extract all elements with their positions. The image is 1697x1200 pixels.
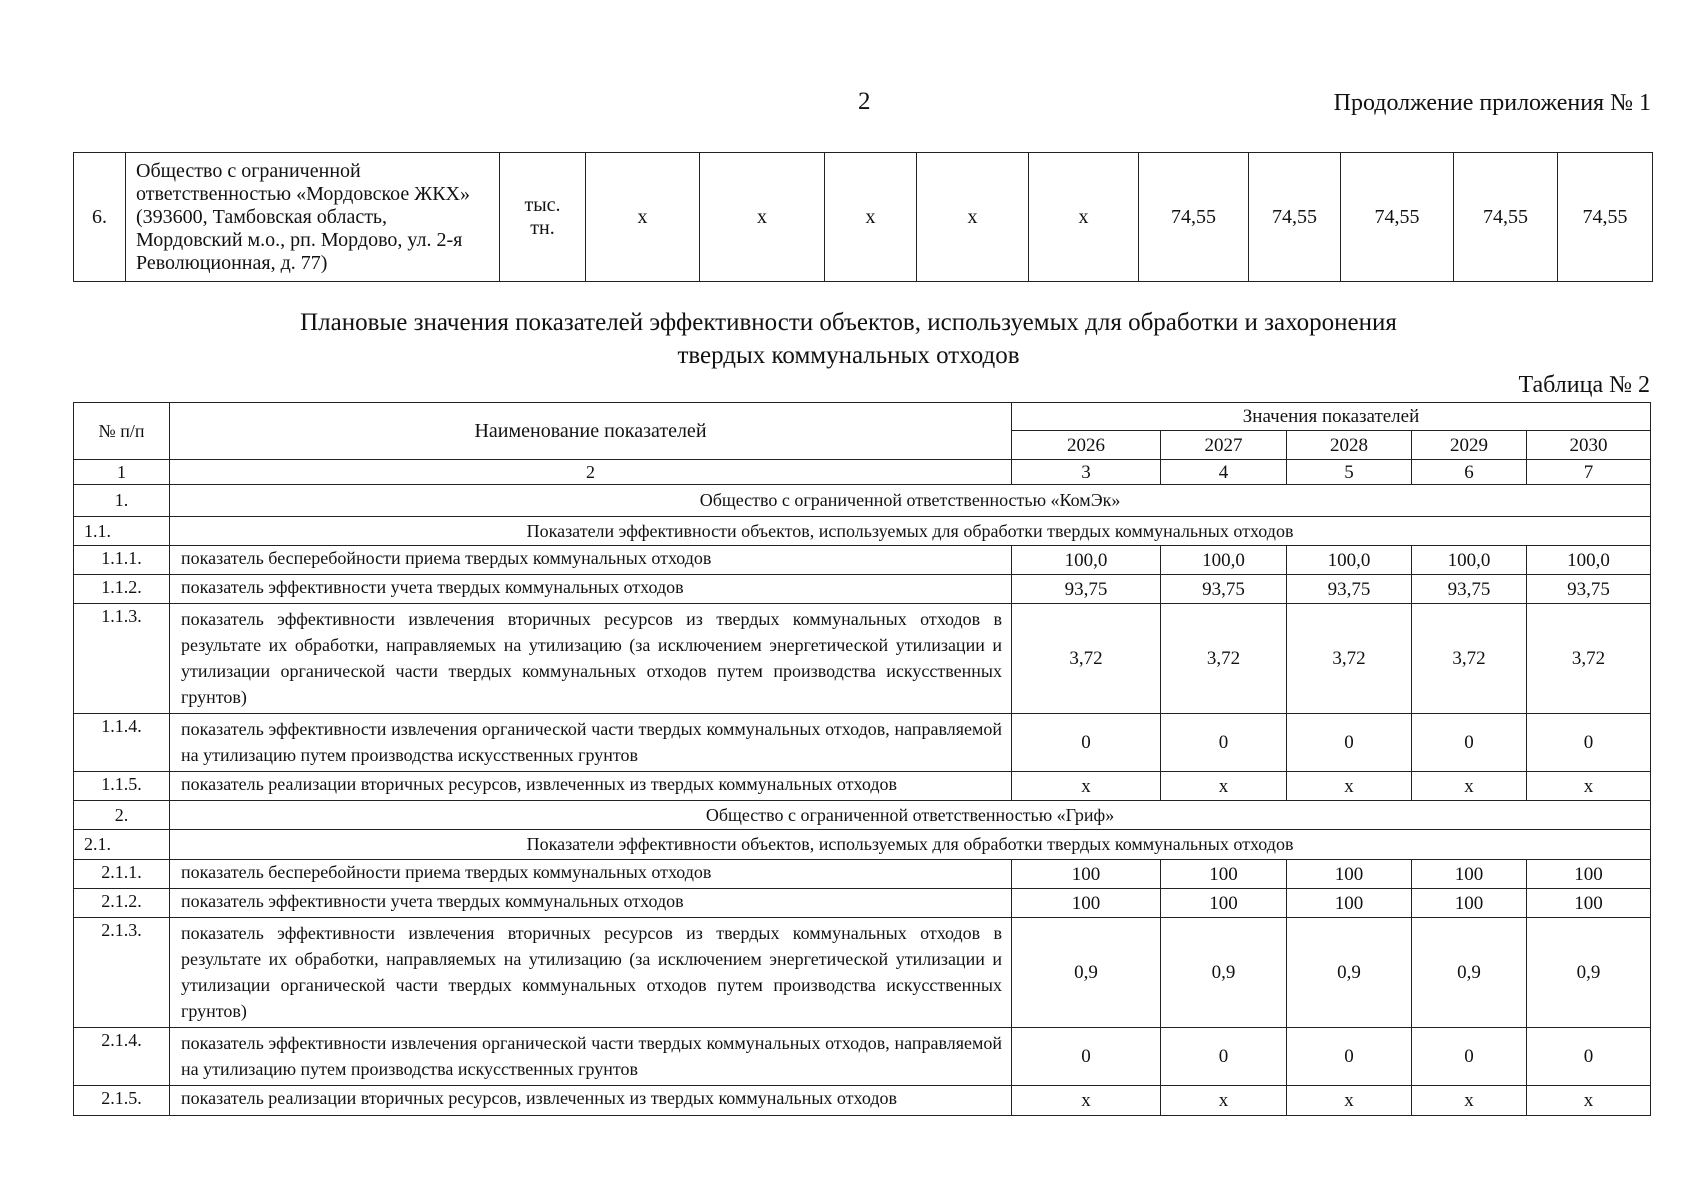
row-number: 1.1. [74,517,170,546]
indicator-name: показатель эффективности извлечения органической части твердых коммунальных отходов, направляемой на утилизацию путем производства искусственных грунтов [170,1028,1012,1086]
value-cell: 100 [1287,889,1412,918]
value-cell: 93,75 [1161,575,1287,604]
value-cell: 74,55 [1454,153,1558,282]
value-cell: 93,75 [1412,575,1527,604]
continued-table [73,152,1653,282]
organization-name: Общество с ограниченной ответственностью «Гриф» [170,801,1651,830]
table-title [0,306,1697,372]
row-number: 6. [74,153,126,282]
value-cell: 100 [1412,889,1527,918]
row-number: 1.1.5. [74,772,170,801]
value-cell: 100 [1412,860,1527,889]
table-row [74,546,1651,575]
value-cell: 100 [1287,860,1412,889]
col-header-name: Наименование показателей [170,403,1012,460]
value-cell: 100,0 [1012,546,1161,575]
value-cell: х [1527,772,1651,801]
row-number: 2.1. [74,830,170,860]
value-cell: х [700,153,825,282]
value-cell: 0,9 [1287,918,1412,1028]
indicator-name: показатель бесперебойности приема твердых коммунальных отходов [170,860,1012,889]
index-cell: 4 [1161,460,1287,485]
value-cell: 100 [1012,889,1161,918]
appendix-label: Продолжение приложения № 1 [1333,90,1651,116]
value-cell: 100 [1161,889,1287,918]
value-cell: х [917,153,1029,282]
value-cell: х [1161,772,1287,801]
org-row [74,801,1651,830]
row-number: 2.1.1. [74,860,170,889]
index-cell: 3 [1012,460,1161,485]
unit-cell: тыс. тн. [500,153,586,282]
value-cell: х [1029,153,1139,282]
value-cell: 3,72 [1287,604,1412,714]
table-row [74,1028,1651,1086]
value-cell: 100,0 [1412,546,1527,575]
value-cell: 3,72 [1012,604,1161,714]
index-row [74,460,1651,485]
value-cell: 100,0 [1161,546,1287,575]
value-cell: 0 [1161,1028,1287,1086]
indicator-name: показатель бесперебойности приема твердых коммунальных отходов [170,546,1012,575]
value-cell: х [825,153,917,282]
indicator-name: показатель эффективности учета твердых коммунальных отходов [170,889,1012,918]
header-row [74,403,1651,431]
title-line-2: твердых коммунальных отходов [677,342,1020,369]
year-header: 2027 [1161,431,1287,460]
index-cell: 2 [170,460,1012,485]
value-cell: х [1012,772,1161,801]
row-number: 1.1.2. [74,575,170,604]
row-number: 1.1.4. [74,714,170,772]
index-cell: 6 [1412,460,1527,485]
table-number-label: Таблица № 2 [1518,372,1650,398]
indicator-name: показатель реализации вторичных ресурсов, извлеченных из твердых коммунальных отходов [170,1086,1012,1116]
table-row [74,772,1651,801]
table-row [74,575,1651,604]
value-cell: 0 [1012,714,1161,772]
table-row [74,714,1651,772]
value-cell: 0 [1012,1028,1161,1086]
value-cell: 74,55 [1558,153,1653,282]
value-cell: 0,9 [1412,918,1527,1028]
row-number: 2.1.5. [74,1086,170,1116]
indicators-table [73,402,1651,1116]
row-number: 2.1.3. [74,918,170,1028]
value-cell: 3,72 [1527,604,1651,714]
value-cell: х [1161,1086,1287,1116]
index-cell: 7 [1527,460,1651,485]
index-cell: 5 [1287,460,1412,485]
value-cell: 74,55 [1249,153,1341,282]
table-row [74,153,1653,282]
year-header: 2026 [1012,431,1161,460]
value-cell: 0 [1527,714,1651,772]
value-cell: х [1412,1086,1527,1116]
year-header: 2028 [1287,431,1412,460]
indicator-name: показатель эффективности извлечения органической части твердых коммунальных отходов, направляемой на утилизацию путем производства искусственных грунтов [170,714,1012,772]
value-cell: 0 [1287,714,1412,772]
value-cell: 0,9 [1161,918,1287,1028]
value-cell: 100 [1527,889,1651,918]
value-cell: 74,55 [1139,153,1249,282]
value-cell: 0 [1161,714,1287,772]
value-cell: 3,72 [1412,604,1527,714]
value-cell: 0 [1412,714,1527,772]
value-cell: 93,75 [1012,575,1161,604]
section-name: Показатели эффективности объектов, используемых для обработки твердых коммунальных отходов [170,830,1651,860]
section-row [74,517,1651,546]
value-cell: х [1287,772,1412,801]
org-row [74,485,1651,517]
row-number: 2.1.4. [74,1028,170,1086]
value-cell: х [586,153,700,282]
organization-name: Общество с ограниченной ответственностью «Мордовское ЖКХ» (393600, Тамбовская область, Мордовский м.о., рп. Мордово, ул. 2-я Революционная, д. 77) [126,153,500,282]
table-row [74,1086,1651,1116]
year-header: 2029 [1412,431,1527,460]
value-cell: 93,75 [1527,575,1651,604]
value-cell: 3,72 [1161,604,1287,714]
table-row [74,604,1651,714]
value-cell: 100,0 [1287,546,1412,575]
table-row [74,860,1651,889]
value-cell: х [1412,772,1527,801]
page-number: 2 [858,88,871,115]
value-cell: 100 [1161,860,1287,889]
row-number: 1. [74,485,170,517]
year-header: 2030 [1527,431,1651,460]
row-number: 1.1.1. [74,546,170,575]
value-cell: 0,9 [1527,918,1651,1028]
value-cell: 0 [1527,1028,1651,1086]
section-row [74,830,1651,860]
value-cell: х [1287,1086,1412,1116]
indicator-name: показатель эффективности извлечения вторичных ресурсов из твердых коммунальных отходов в результате их обработки, направляемых на утилизацию (за исключением энергетической утилизации и утилизации органической части твердых коммунальных отходов путем производства искусственных грунтов) [170,918,1012,1028]
value-cell: 0,9 [1012,918,1161,1028]
col-header-number: № п/п [74,403,170,460]
table-row [74,889,1651,918]
table-row [74,918,1651,1028]
section-name: Показатели эффективности объектов, используемых для обработки твердых коммунальных отходов [170,517,1651,546]
value-cell: 100 [1012,860,1161,889]
row-number: 1.1.3. [74,604,170,714]
col-header-values: Значения показателей [1012,403,1651,431]
title-line-1: Плановые значения показателей эффективности объектов, используемых для обработки и захоронения [300,309,1397,336]
value-cell: 0 [1287,1028,1412,1086]
value-cell: х [1527,1086,1651,1116]
value-cell: х [1012,1086,1161,1116]
value-cell: 100,0 [1527,546,1651,575]
row-number: 2.1.2. [74,889,170,918]
indicator-name: показатель эффективности учета твердых коммунальных отходов [170,575,1012,604]
value-cell: 100 [1527,860,1651,889]
index-cell: 1 [74,460,170,485]
organization-name: Общество с ограниченной ответственностью «КомЭк» [170,485,1651,517]
indicator-name: показатель реализации вторичных ресурсов, извлеченных из твердых коммунальных отходов [170,772,1012,801]
value-cell: 74,55 [1341,153,1454,282]
value-cell: 0 [1412,1028,1527,1086]
indicator-name: показатель эффективности извлечения вторичных ресурсов из твердых коммунальных отходов в результате их обработки, направляемых на утилизацию (за исключением энергетической утилизации и утилизации органической части твердых коммунальных отходов путем производства искусственных грунтов) [170,604,1012,714]
row-number: 2. [74,801,170,830]
value-cell: 93,75 [1287,575,1412,604]
